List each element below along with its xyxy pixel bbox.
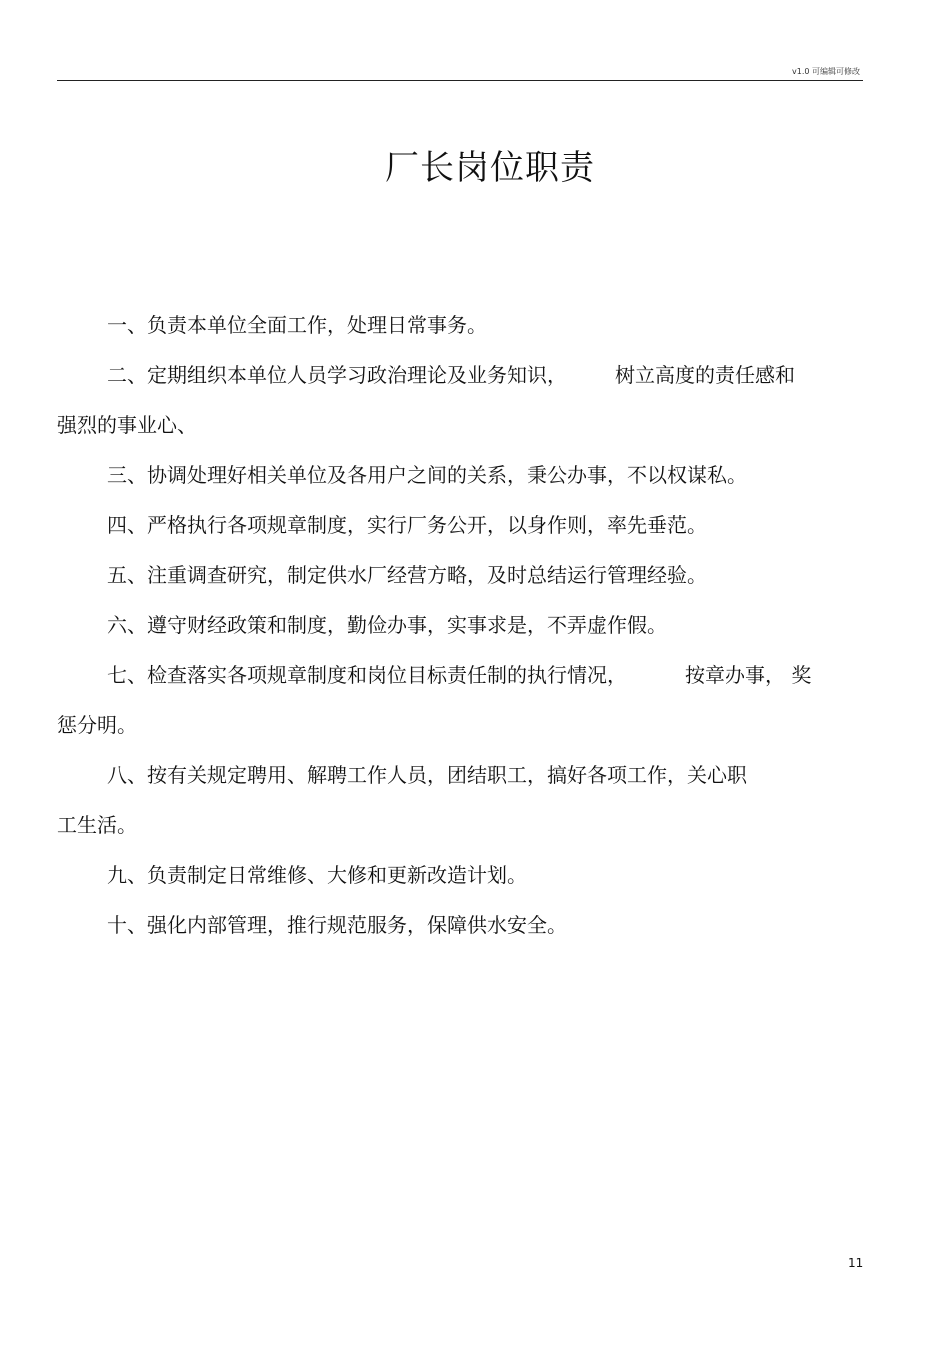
paragraph-text: 十、强化内部管理，推行规范服务，保障供水安全。 bbox=[107, 913, 567, 937]
paragraph-text: 六、遵守财经政策和制度，勤俭办事，实事求是，不弄虚作假。 bbox=[107, 613, 667, 637]
paragraph-text: 三、协调处理好相关单位及各用户之间的关系，秉公办事，不以权谋私。 bbox=[107, 463, 747, 487]
version-label: v1.0 可编辑可修改 bbox=[792, 67, 860, 76]
paragraph-6 bbox=[57, 600, 863, 650]
paragraph-7-continuation: 惩分明。 bbox=[57, 713, 137, 737]
paragraph-text: 九、负责制定日常维修、大修和更新改造计划。 bbox=[107, 863, 527, 887]
paragraph-3 bbox=[57, 450, 863, 500]
paragraph-text: 八、按有关规定聘用、解聘工作人员，团结职工，搞好各项工作，关心职 bbox=[107, 763, 747, 787]
paragraph-8 bbox=[57, 750, 863, 800]
paragraph-9 bbox=[57, 850, 863, 900]
paragraph-2-continuation: 强烈的事业心、 bbox=[57, 413, 197, 437]
document-title: 厂长岗位职责 bbox=[385, 148, 595, 188]
paragraph-text: 七、检查落实各项规章制度和岗位目标责任制的执行情况， bbox=[107, 663, 627, 687]
paragraph-tail: 按章办事， 奖 bbox=[685, 663, 812, 687]
paragraph-10 bbox=[57, 900, 863, 950]
paragraph-tail: 树立高度的责任感和 bbox=[615, 363, 795, 387]
paragraph-text: 五、注重调查研究，制定供水厂经营方略，及时总结运行管理经验。 bbox=[107, 563, 707, 587]
header-divider bbox=[57, 80, 863, 81]
paragraph-8-continuation: 工生活。 bbox=[57, 813, 137, 837]
paragraph-7 bbox=[57, 650, 863, 700]
document-body bbox=[57, 300, 863, 950]
paragraph-text: 四、严格执行各项规章制度，实行厂务公开，以身作则，率先垂范。 bbox=[107, 513, 707, 537]
paragraph-text: 一、负责本单位全面工作，处理日常事务。 bbox=[107, 313, 487, 337]
page-number: 11 bbox=[848, 1256, 864, 1270]
paragraph-text: 二、定期组织本单位人员学习政治理论及业务知识， bbox=[107, 363, 567, 387]
paragraph-4 bbox=[57, 500, 863, 550]
paragraph-5 bbox=[57, 550, 863, 600]
paragraph-1 bbox=[57, 300, 863, 350]
paragraph-2 bbox=[57, 350, 863, 400]
